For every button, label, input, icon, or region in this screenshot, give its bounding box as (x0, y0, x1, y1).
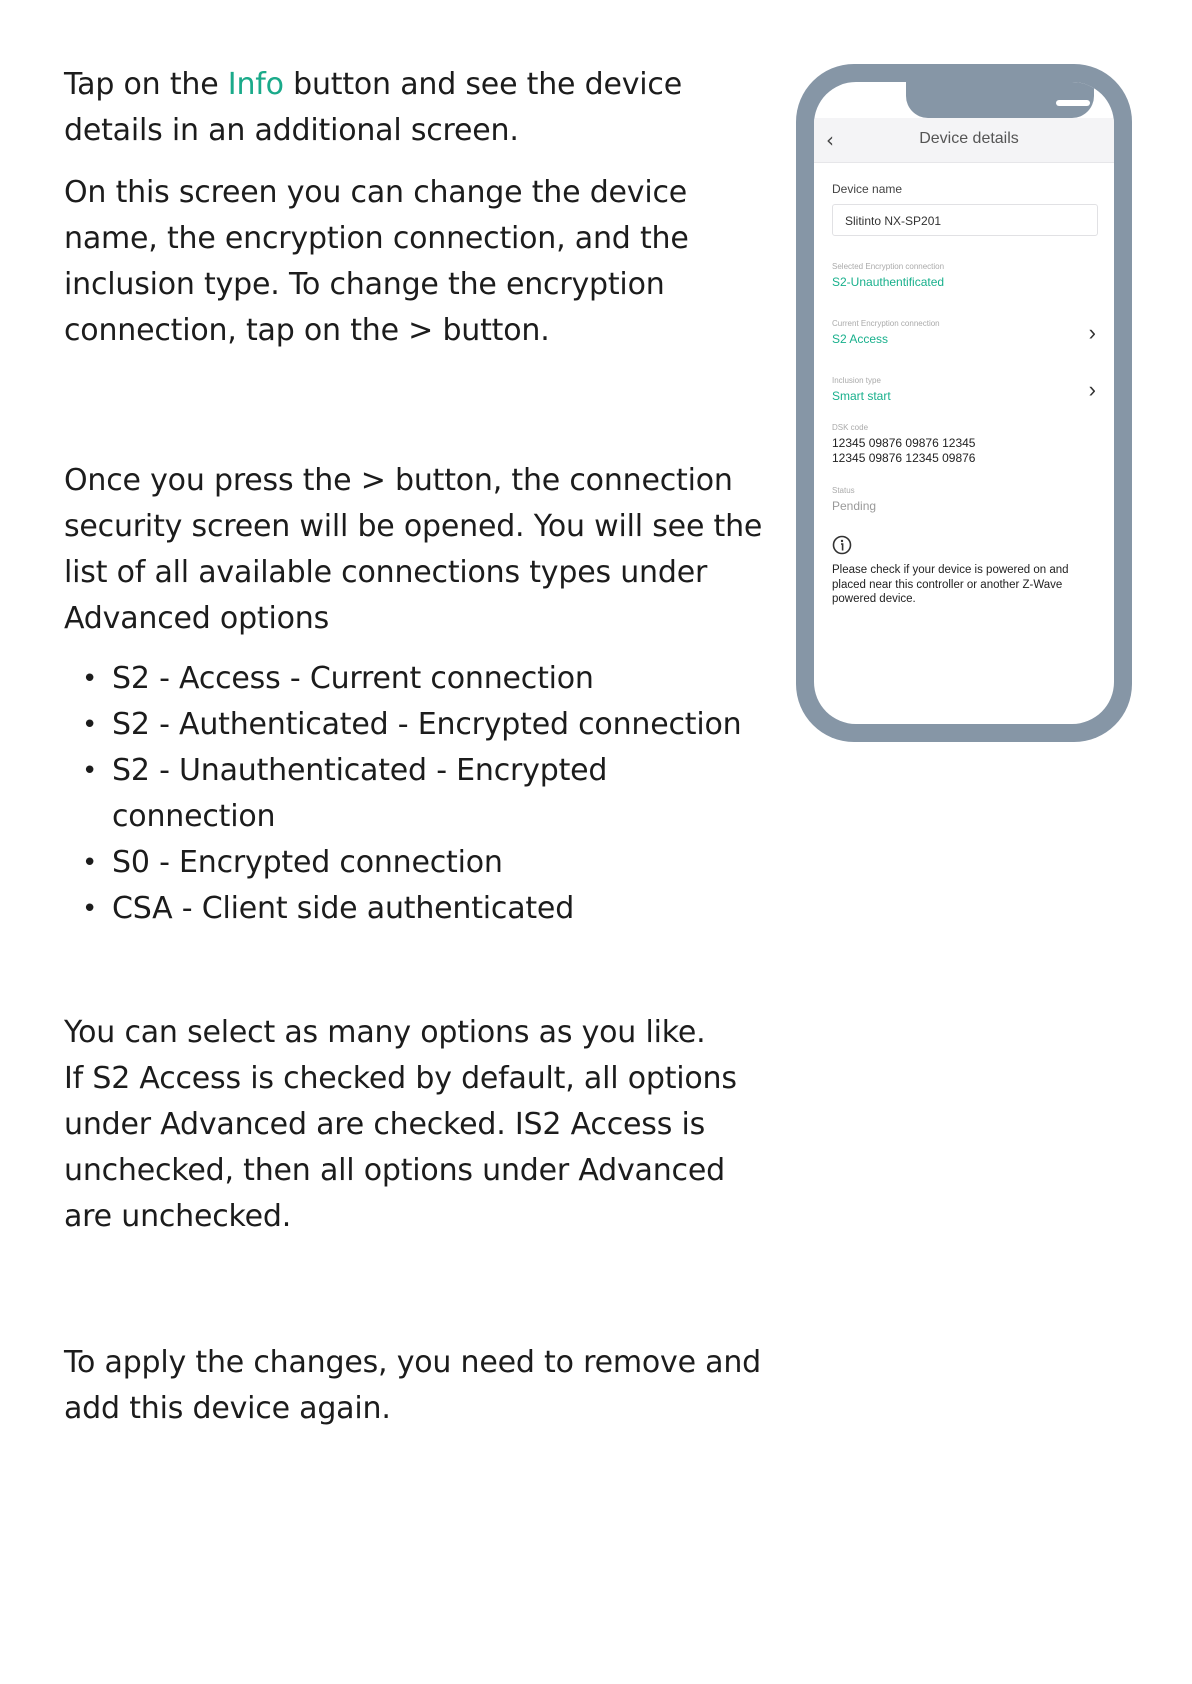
chevron-right-icon[interactable]: › (1088, 377, 1096, 402)
phone-speaker (1056, 100, 1090, 106)
screen-header (814, 118, 1114, 163)
device-name-label: Device name (832, 182, 903, 196)
list-item: • S2 - Unauthenticated - Encrypted connection (64, 748, 764, 840)
phone-mockup (796, 64, 1132, 742)
phone-notch (906, 82, 1094, 118)
list-item: • CSA - Client side authenticated (64, 886, 764, 932)
info-word: Info (227, 67, 284, 102)
inclusion-type-row[interactable]: Inclusion type Smart start › (832, 376, 1096, 403)
current-encryption-row[interactable]: Current Encryption connection S2 Access › (832, 319, 1096, 346)
info-message: Please check if your device is powered on and placed near this controller or another Z-Wave powered device. (832, 564, 1069, 605)
change-settings-paragraph: On this screen you can change the device name, the encryption connection, and the inclusion type. To change the encryption connection, tap on the > button. (64, 175, 689, 348)
chevron-right-icon[interactable]: › (1088, 320, 1096, 345)
apply-changes-paragraph: To apply the changes, you need to remove and add this device again. (64, 1345, 762, 1426)
status-field: Status Pending (832, 486, 1098, 513)
list-item: • S0 - Encrypted connection (64, 840, 764, 886)
phone-screen (814, 82, 1114, 724)
security-screen-paragraph: Once you press the > button, the connection security screen will be opened. You will see the list of all available connections types under Advanced options (64, 463, 763, 636)
dsk-code-field: DSK code 12345 09876 09876 12345 12345 09876 12345 09876 (832, 423, 976, 465)
info-icon (832, 535, 852, 555)
device-name-input[interactable]: Slitinto NX-SP201 (832, 204, 1098, 236)
intro-paragraph: Tap on the Info button and see the device details in an additional screen. (64, 67, 682, 148)
screen-title: Device details (919, 130, 1019, 147)
instructions-text (64, 62, 764, 1432)
status-value: Pending (832, 499, 877, 513)
back-arrow-icon[interactable]: ‹ (826, 128, 834, 152)
select-options-line: You can select as many options as you like. (64, 1015, 706, 1050)
list-item: • S2 - Authenticated - Encrypted connection (64, 702, 764, 748)
connection-types-list (64, 656, 764, 932)
selected-encryption-field: Selected Encryption connection S2-Unauthentificated (832, 262, 945, 289)
advanced-options-paragraph: If S2 Access is checked by default, all options under Advanced are checked. IS2 Access is unchecked, then all options under Advanced are unchecked. (64, 1061, 737, 1234)
list-item: • S2 - Access - Current connection (64, 656, 764, 702)
device-details-content (832, 182, 1098, 607)
